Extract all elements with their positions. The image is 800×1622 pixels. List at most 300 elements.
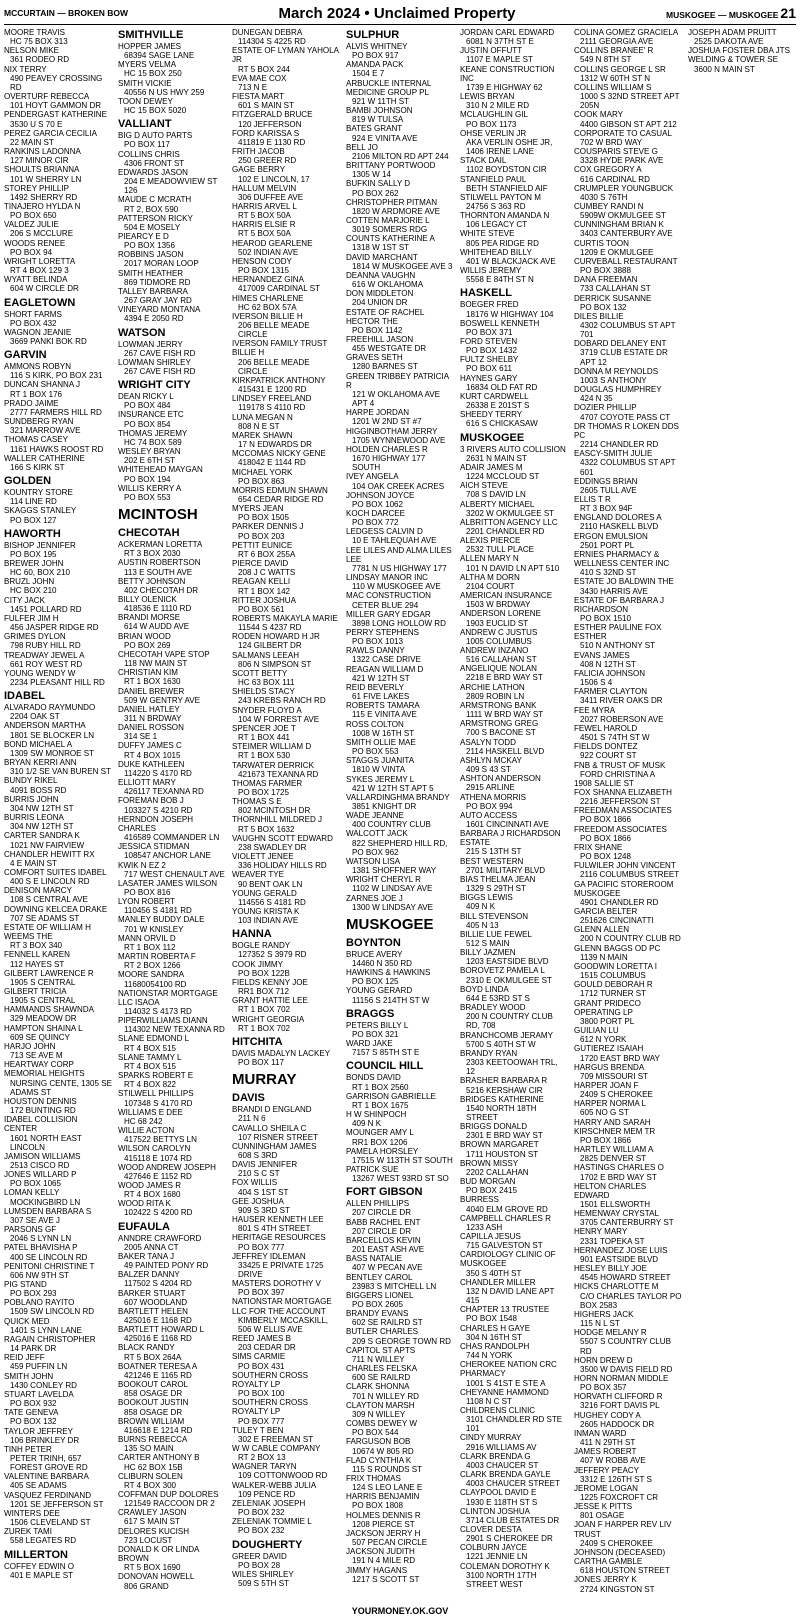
property-entry	[346, 124, 454, 142]
owner-address: 1820 W ARDMORE AVE	[352, 206, 440, 216]
property-entry	[460, 229, 568, 247]
owner-name: BRANDY EVANS	[346, 1309, 409, 1319]
property-entry	[118, 632, 226, 650]
owner-name: STACK DAIL	[460, 156, 507, 166]
owner-address: 243 KREBS RANCH RD	[238, 696, 326, 706]
owner-address: PO BOX 357	[580, 1383, 627, 1393]
owner-name: MICHAEL YORK	[232, 467, 293, 477]
property-entry	[232, 1252, 340, 1279]
owner-address: 3669 PANKI BOK RD	[10, 337, 87, 346]
property-entry	[460, 738, 568, 756]
owner-name: HAMPTON SHAINA L	[4, 1023, 83, 1033]
property-entry	[574, 202, 682, 220]
city-heading: HAWORTH	[4, 527, 61, 540]
owner-address: 5507 S COUNTRY CLUB RD	[580, 1337, 671, 1356]
owner-name: DR THOMAS R LOKEN DDS PC	[574, 421, 679, 440]
owner-address: 40556 N US HWY 259	[124, 87, 205, 97]
owner-address: 304 NW 12TH ST	[10, 803, 74, 813]
owner-address: 114032 S 4173 RD	[124, 1007, 192, 1016]
property-entry	[4, 969, 112, 987]
owner-address: 310 1/2 SE VAN BUREN ST	[10, 767, 111, 777]
owner-name: JESSE K PITTS	[574, 1502, 633, 1512]
owner-name: HENRY MARY	[574, 1227, 628, 1237]
owner-address: 206 BELLE MEADE CIRCLE	[238, 357, 310, 376]
city-heading: CHECOTAH	[118, 527, 180, 540]
property-entry	[118, 1545, 226, 1572]
property-entry	[232, 978, 340, 996]
owner-address: 4306 FRONT ST	[124, 158, 185, 168]
owner-name: CHILDRENS CLINIC	[460, 1405, 536, 1415]
owner-name: KURT CARDWELL	[460, 391, 529, 401]
property-entry	[460, 1360, 568, 1387]
owner-address: PO BOX 854	[124, 419, 171, 429]
owner-name: CRUMPLER YOUNGBUCK	[574, 183, 674, 193]
owner-name: LASATER JAMES WILSON	[118, 878, 218, 888]
property-entry	[460, 793, 568, 811]
property-entry	[232, 1124, 340, 1142]
owner-name: BROWN WILLIAM	[118, 1416, 185, 1426]
property-entry	[232, 651, 340, 669]
owner-address: 924 E VINITA AVE	[352, 133, 418, 143]
owner-address: 609 SE QUINCY	[10, 1032, 70, 1042]
property-entry	[460, 774, 568, 792]
owner-address: 801 S 4TH STREET	[238, 1224, 311, 1234]
owner-address: 3714 CLUB ESTATES DR	[466, 1515, 560, 1525]
owner-address: 608 S 3RD	[238, 1150, 278, 1160]
owner-name: JOSEPH ADAM PRUITT	[688, 28, 777, 37]
property-entry	[118, 760, 226, 778]
property-entry	[4, 1372, 112, 1390]
owner-name: DOUGLAS HUMPHREY	[574, 385, 662, 395]
owner-name: ALEXIS PIERCE	[460, 536, 521, 546]
owner-address: 713 N E	[238, 82, 268, 92]
property-entry	[4, 758, 112, 776]
owner-address: 202 E 6TH ST	[124, 456, 175, 466]
owner-name: YOUNG GERALD	[232, 888, 297, 898]
owner-address: PO BOX 561	[238, 604, 285, 614]
owner-name: SCOTT BETTY	[232, 668, 288, 678]
owner-address: PO BOX 2415	[466, 1186, 517, 1196]
owner-address: 209 S GEORGE TOWN RD	[352, 1336, 451, 1346]
property-entry	[118, 1527, 226, 1545]
property-entry	[4, 950, 112, 968]
owner-name: BURNS REBECCA	[118, 1435, 188, 1445]
property-entry	[118, 897, 226, 915]
property-entry	[118, 1490, 226, 1508]
owner-address: 2331 TOPEKA ST	[580, 1236, 645, 1246]
owner-address: 921 W 11TH ST	[352, 96, 410, 106]
newspaper-page	[0, 2, 800, 1622]
owner-name: BOND MICHAEL A	[4, 739, 73, 749]
property-entry	[118, 879, 226, 897]
property-entry	[232, 202, 340, 220]
owner-name: VALLARDINGHMA BRANDY	[346, 792, 450, 802]
owner-address: 3719 CLUB ESTATE DR APT 12	[580, 348, 668, 367]
property-entry	[688, 46, 796, 73]
owner-address: 121 W OKLAHOMA AVE APT 4	[352, 389, 440, 409]
owner-name: LOWMAN JERRY	[118, 339, 183, 349]
property-entry	[4, 850, 112, 868]
property-entry	[574, 962, 682, 980]
owner-name: LEDGESS CALVIN D	[346, 527, 423, 537]
property-entry	[118, 613, 226, 631]
owner-address: 1381 SHOFFNER WAY	[352, 866, 437, 876]
owner-name: BOOKOUT JUSTIN	[118, 1398, 189, 1408]
owner-address: 309 N WILLEY	[352, 1409, 406, 1419]
owner-name: GAGE BERRY	[232, 165, 286, 175]
owner-address: 2310 E OKMULGEE ST	[466, 975, 552, 985]
property-entry	[232, 1297, 340, 1334]
property-entry	[4, 1243, 112, 1261]
property-entry	[460, 857, 568, 875]
owner-address: 110456 S 4181 RD	[124, 906, 192, 916]
property-entry	[574, 1118, 682, 1145]
owner-address: FORD CHRISTINA A	[580, 769, 656, 779]
property-entry	[232, 889, 340, 907]
owner-address: RT 4 BOX 129 3	[10, 266, 69, 276]
property-entry	[574, 1520, 682, 1547]
owner-name: FLAD CYNTHIA K	[346, 1455, 412, 1465]
owner-name: JONES JERRY K	[574, 1575, 637, 1585]
property-entry	[118, 540, 226, 558]
property-entry	[4, 1005, 112, 1023]
owner-name: EDWARDS JASON	[118, 167, 188, 177]
owner-address: RT 4 BOX 1015	[124, 750, 181, 760]
property-entry	[460, 985, 568, 1003]
owner-address: 201 EAST ASH AVE	[352, 1245, 425, 1255]
owner-address: 1401 S LYNN LANE	[10, 1325, 82, 1335]
owner-address: 2605 TULL AVE	[580, 485, 637, 495]
property-entry	[4, 987, 112, 1005]
owner-address: PO BOX 994	[466, 801, 513, 811]
owner-address: 405 N 13	[466, 920, 499, 930]
owner-address: 101 HOYT GAMMON DR	[10, 101, 102, 111]
property-entry	[460, 893, 568, 911]
city-heading: GARVIN	[4, 349, 47, 362]
owner-address: 459 PUFFIN LN	[10, 1362, 68, 1372]
county-heading: MURRAY	[232, 1071, 297, 1089]
property-entry	[4, 1280, 112, 1298]
owner-name: SYKES JEREMY L	[346, 774, 415, 784]
owner-address: 2915 ARLINE	[466, 783, 515, 793]
owner-address: 166 S KIRK ST	[10, 462, 65, 472]
owner-address: 1300 W LINDSAY AVE	[352, 902, 433, 912]
owner-name: ROBBINS JASON	[118, 250, 184, 260]
owner-address: 806 N SIMPSON ST	[238, 659, 312, 669]
owner-address: 509 W GENTRY AVE	[124, 695, 201, 705]
owner-name: COLLINS CHRIS	[118, 149, 180, 159]
owner-address: 410 S 32ND ST	[580, 568, 637, 578]
property-entry	[4, 1097, 112, 1115]
property-entry	[460, 930, 568, 948]
owner-address: HC 15 BOX 5020	[124, 106, 187, 116]
owner-name: FEE MYRA	[574, 705, 616, 715]
property-entry	[4, 905, 112, 923]
owner-name: DUNCAN SHANNA J	[4, 380, 81, 390]
property-entry	[346, 628, 454, 646]
owner-address: 805 PEA RIDGE RD	[466, 238, 539, 248]
owner-address: 16834 OLD FAT RD	[466, 382, 538, 392]
owner-name: HAWKINS & HAWKINS	[346, 968, 431, 978]
owner-name: CRAWLEY JASON	[118, 1508, 187, 1518]
property-entry	[346, 408, 454, 426]
property-entry	[574, 449, 682, 476]
city-heading: SMITHVILLE	[118, 29, 184, 41]
owner-address: HC 74 BOX 589	[124, 437, 182, 447]
owner-address: 858 OSAGE DR	[124, 1407, 183, 1417]
owner-address: HC 68 242	[124, 1116, 163, 1126]
owner-name: BUTLER CHARLES	[346, 1327, 418, 1337]
owner-name: ELLIOTT MARY	[118, 778, 176, 788]
owner-name: HARJO JOHN	[4, 1041, 56, 1051]
property-entry	[232, 1570, 340, 1588]
owner-address: 14460 N 350 RD	[352, 959, 412, 968]
owner-address: PO BOX 1866	[580, 833, 631, 843]
owner-address: 1001 S 41ST E STE A	[466, 1378, 546, 1388]
owner-name: JEROME LOGAN	[574, 1483, 638, 1493]
owner-name: RODEN HOWARD H JR	[232, 632, 320, 642]
owner-name: CARDIOLOGY CLINIC OF MUSKOGEE	[460, 1250, 556, 1269]
owner-name: CAMPBELL CHARLES R	[460, 1213, 551, 1223]
owner-address: RT 1 BOX 2560	[352, 1082, 409, 1092]
property-entry	[574, 550, 682, 577]
property-entry	[460, 175, 568, 193]
owner-address: RT 2, BOX 590	[124, 204, 179, 214]
property-entry	[4, 541, 112, 559]
owner-address: 321 MARROW AVE	[10, 426, 81, 436]
property-entry	[4, 577, 112, 595]
owner-name: CHEYANNE HAMMOND	[460, 1387, 549, 1397]
owner-name: COX GREGORY A	[574, 165, 642, 175]
property-entry	[460, 1562, 568, 1589]
owner-name: WRIGHT CHERYL R	[346, 875, 421, 885]
owner-name: WILSON CAROLYN	[118, 1144, 191, 1154]
property-entry	[4, 1562, 112, 1580]
owner-name: BILLIE LUE FEWEL	[460, 929, 533, 939]
property-entry	[346, 1273, 454, 1291]
owner-name: JEFFERY PEACY	[574, 1465, 639, 1475]
owner-address: 3851 KNIGHT DR	[352, 801, 417, 811]
owner-name: JORDAN CARL EDWARD	[460, 28, 555, 37]
property-entry	[460, 573, 568, 591]
owner-address: HC 60, BOX 210	[10, 568, 70, 578]
owner-address: RT 1 BOX 112	[124, 942, 176, 952]
owner-name: NATIONSTAR MORTGAGE LLC ISAOA	[118, 988, 218, 1007]
owner-address: 306 DUFFEE AVE	[238, 192, 304, 202]
owner-address: PO BOX 2605	[352, 1300, 403, 1309]
owner-address: PO BOX 917	[352, 51, 399, 61]
property-entry	[4, 1115, 112, 1152]
property-entry	[232, 834, 340, 852]
owner-name: HERNANDEZ GINA	[232, 275, 304, 285]
property-entry	[346, 1021, 454, 1039]
property-entry	[460, 609, 568, 627]
owner-name: STANFIELD PAUL	[460, 174, 527, 184]
owner-name: STUART LAVELDA	[4, 1389, 74, 1399]
owner-name: COLBURN JAYCE	[460, 1543, 527, 1553]
owner-address: 107 RISNER STREET	[238, 1132, 319, 1142]
owner-address: RT 1 BOX 142	[238, 586, 291, 596]
owner-address: RT 5 BOX 50A	[238, 229, 291, 239]
property-entry	[118, 1234, 226, 1252]
owner-name: STEIMER WILLIAM D	[232, 742, 312, 752]
property-entry	[4, 703, 112, 721]
property-entry	[460, 1488, 568, 1506]
owner-address: PO BOX 117	[238, 1058, 284, 1068]
owner-address: MOCKINGBIRD LN	[10, 1197, 81, 1207]
owner-address: RT 2 BOX 13	[238, 1453, 286, 1463]
owner-address: 2701 MILITARY BLVD	[466, 865, 546, 875]
owner-address: 407 W PECAN AVE	[352, 1263, 423, 1273]
owner-name: HAUSER KENNETH LEE	[232, 1215, 324, 1225]
owner-address: 456 JASPER RIDGE RD	[10, 623, 99, 633]
property-entry	[574, 422, 682, 449]
property-entry	[460, 65, 568, 92]
city-heading: HANNA	[232, 928, 272, 941]
owner-address: 204 E MEADOWVIEW ST 126	[124, 177, 218, 196]
owner-address: 1540 NORTH 18TH STREET	[466, 1103, 537, 1122]
property-entry	[574, 1209, 682, 1227]
property-entry	[574, 1575, 682, 1593]
owner-address: 909 S 3RD ST	[238, 1205, 290, 1215]
owner-address: 404 S 1ST ST	[238, 1187, 289, 1197]
property-entry	[346, 427, 454, 445]
owner-address: 733 CALLAHAN ST	[580, 284, 651, 294]
owner-address: 2532 TULL PLACE	[466, 545, 534, 555]
owner-name: BURRIS LEONA	[4, 813, 64, 823]
property-entry	[4, 795, 112, 813]
property-entry	[460, 374, 568, 392]
owner-address: 172 BUNTING RD	[10, 1106, 76, 1116]
owner-address: 405 SE ADAMS	[10, 1481, 67, 1491]
owner-address: 1224 MCCLOUD ST	[466, 472, 540, 482]
owner-address: 3411 RIVER OAKS DR	[580, 696, 663, 706]
owner-name: BOSWELL KENNETH	[460, 318, 540, 328]
owner-address: 502 INDIAN AVE	[238, 247, 299, 257]
owner-name: FOX SHANNA ELIZABETH	[574, 787, 672, 797]
property-entry	[232, 376, 340, 394]
owner-name: AUTO ACCESS	[460, 810, 518, 820]
property-entry	[574, 220, 682, 238]
owner-address: 4091 BOSS RD	[10, 785, 67, 795]
property-entry	[574, 65, 682, 83]
property-entry	[574, 1182, 682, 1209]
owner-name: WILLIAMS E DEE	[118, 1107, 183, 1117]
property-entry	[688, 28, 796, 46]
owner-name: BAMBI JOHNSON	[346, 106, 413, 116]
owner-name: FORD KARISSA S	[232, 128, 300, 138]
owner-name: CLAYPOOL DAVID E	[460, 1488, 537, 1498]
property-entry	[346, 445, 454, 472]
property-entry	[232, 1233, 340, 1251]
owner-address: 211 N 6	[238, 1114, 266, 1124]
owner-address: PO BOX 1356	[124, 241, 175, 251]
owner-name: WEAVER TYE	[232, 870, 285, 880]
owner-address: PO BOX 269	[124, 640, 171, 650]
property-entry	[346, 968, 454, 986]
owner-name: GOODWIN LORETTA I	[574, 961, 658, 971]
owner-address: PO BOX 117	[124, 140, 170, 150]
owner-address: PO BOX 132	[580, 302, 627, 312]
owner-address: 1810 W VINTA	[352, 765, 406, 775]
owner-name: COFFMAN DUP DOLORES	[118, 1489, 219, 1499]
owner-name: ALLEN PHILLIPS	[346, 1199, 410, 1209]
owner-name: SPARKS ROBERT E	[118, 1071, 194, 1081]
property-entry	[4, 651, 112, 669]
owner-address: 5216 KERSHAW CIR	[466, 1085, 543, 1095]
owner-address: 207 CIRCLE DR	[352, 1208, 412, 1218]
owner-name: BOEGER FRED	[460, 300, 519, 310]
owner-name: KIRKPATRICK ANTHONY	[232, 375, 326, 385]
owner-name: WRIGHT LORETTA	[4, 256, 76, 266]
property-entry	[232, 165, 340, 183]
property-entry	[232, 614, 340, 632]
owner-name: BUD MORGAN	[460, 1177, 516, 1187]
owner-address: PO BOX 203	[238, 531, 285, 541]
owner-address: 114 LINE RD	[10, 497, 57, 507]
property-entry	[346, 1254, 454, 1272]
owner-address: 4040 ELM GROVE RD	[466, 1204, 548, 1214]
owner-name: WILLIE ACTON	[118, 1126, 175, 1136]
owner-name: DAVIS MADALYN LACKEY	[232, 1048, 331, 1058]
property-entry	[574, 165, 682, 183]
property-entry	[232, 1178, 340, 1196]
owner-address: PO BOX 1725	[238, 787, 289, 797]
property-entry	[346, 234, 454, 252]
owner-name: BARBARA J RICHARDSON ESTATE	[460, 829, 561, 848]
owner-name: ESTATE OF RACHEL HECTOR THE	[346, 307, 425, 326]
owner-name: WAGNER TARYN	[232, 1462, 297, 1472]
property-entry	[118, 465, 226, 483]
owner-name: HENSON CODY	[232, 256, 292, 266]
city-heading: DAVIS	[232, 1092, 265, 1105]
property-entry	[4, 1188, 112, 1206]
owner-name: SUNDBERG RYAN	[4, 417, 74, 427]
property-entry	[118, 577, 226, 595]
owner-name: IVERSON FAMILY TRUST BILLIE H	[232, 339, 328, 358]
owner-name: BRIDGES KATHERINE	[460, 1094, 544, 1104]
property-entry	[346, 756, 454, 774]
property-entry	[232, 431, 340, 449]
property-entry	[4, 380, 112, 398]
owner-name: DILES BILLIE	[574, 311, 624, 321]
owner-address: 108 S CENTRAL AVE	[10, 895, 88, 905]
owner-name: KWIK N EZ 2	[118, 860, 166, 870]
owner-address: 33425 E PRIVATE 1725 DRIVE	[238, 1260, 324, 1279]
owner-address: 2301 E BRD WAY ST	[466, 1131, 543, 1141]
property-entry	[460, 756, 568, 774]
property-entry	[4, 328, 112, 346]
owner-address: PETER TRINH, 657 FOREST GROVE RD	[10, 1453, 88, 1473]
property-entry	[346, 60, 454, 78]
owner-address: 614 W AUDD AVE	[124, 622, 190, 632]
owner-name: CHANDLER HEWITT RX	[4, 849, 95, 859]
owner-name: GLENN BAGGS OD PC	[574, 943, 661, 953]
owner-name: HARGUS BRENDA	[574, 1062, 645, 1072]
property-entry	[574, 532, 682, 550]
owner-address: 2017 MORAN LOOP	[124, 259, 199, 269]
owner-name: EASCY-SMITH JULIE	[574, 449, 653, 459]
property-entry	[460, 1324, 568, 1342]
owner-name: LEE LILES AND ALMA LILES LEE	[346, 545, 452, 564]
property-entry	[460, 683, 568, 701]
owner-name: BALZER DANNY	[118, 1270, 180, 1280]
property-entry	[460, 628, 568, 646]
owner-address: 901 EASTSIDE BLVD	[580, 1254, 659, 1264]
owner-address: 2201 CHANDLER RD	[466, 526, 545, 536]
owner-name: MOUNGER AMY L	[346, 1128, 414, 1138]
owner-name: HARPER JOAN F	[574, 1080, 639, 1090]
